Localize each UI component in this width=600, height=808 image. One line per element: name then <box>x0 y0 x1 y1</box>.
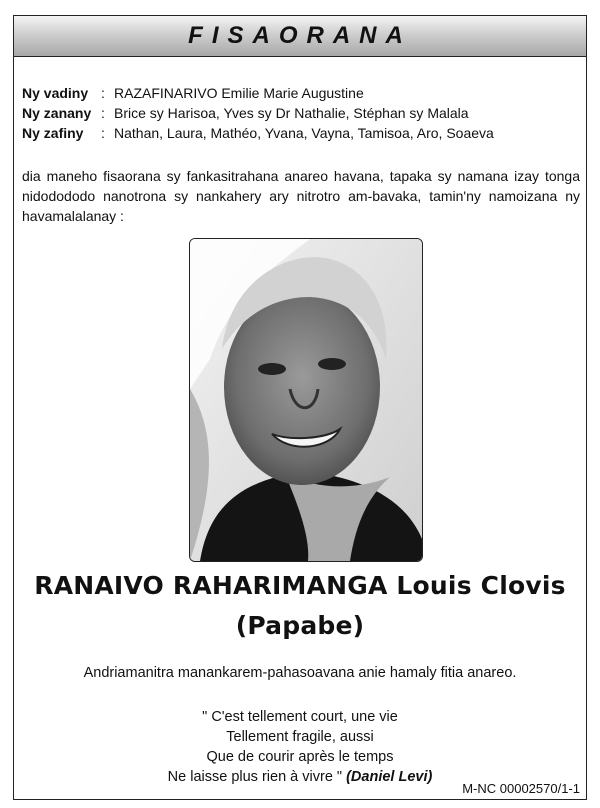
family-key: Ny zanany <box>22 105 92 121</box>
notice-title: FISAORANA <box>188 22 412 49</box>
family-key: Ny zafiny <box>22 125 84 141</box>
quote-line: Que de courir après le temps <box>206 749 394 765</box>
header-banner <box>13 15 587 57</box>
quote-author: (Daniel Levi) <box>346 769 433 785</box>
family-row-children <box>22 103 494 123</box>
family-list <box>22 83 494 143</box>
deceased-nickname: (Papabe) <box>235 611 365 640</box>
quote-block <box>0 707 600 787</box>
family-sep: : <box>101 125 105 141</box>
family-key: Ny vadiny <box>22 85 89 101</box>
prayer-line: Andriamanitra manankarem-pahasoavana anie hamaly fitia anareo. <box>83 665 517 681</box>
deceased-name: RANAIVO RAHARIMANGA Louis Clovis <box>34 571 566 600</box>
family-sep: : <box>101 85 105 101</box>
quote-line: " C'est tellement court, une vie <box>202 709 398 725</box>
quote-line: Ne laisse plus rien à vivre " <box>167 769 343 785</box>
thanks-paragraph: dia maneho fisaorana sy fankasitrahana anareo havana, tapaka sy namana izay tonga nidodododo nanotrona sy nankahery ary nitrotro am-bavaka, tamin'ny namoizana ny havamalalanay : <box>22 168 580 224</box>
family-row-grandchildren <box>22 123 494 143</box>
family-value: Brice sy Harisoa, Yves sy Dr Nathalie, Stéphan sy Malala <box>114 105 469 121</box>
family-sep: : <box>101 105 105 121</box>
family-value: RAZAFINARIVO Emilie Marie Augustine <box>114 85 364 101</box>
portrait-photo <box>189 238 423 562</box>
reference-code: M-NC 00002570/1-1 <box>462 781 580 796</box>
family-row-spouse <box>22 83 494 103</box>
portrait-illustration <box>190 239 422 561</box>
quote-line: Tellement fragile, aussi <box>226 729 374 745</box>
family-value: Nathan, Laura, Mathéo, Yvana, Vayna, Tamisoa, Aro, Soaeva <box>114 125 494 141</box>
